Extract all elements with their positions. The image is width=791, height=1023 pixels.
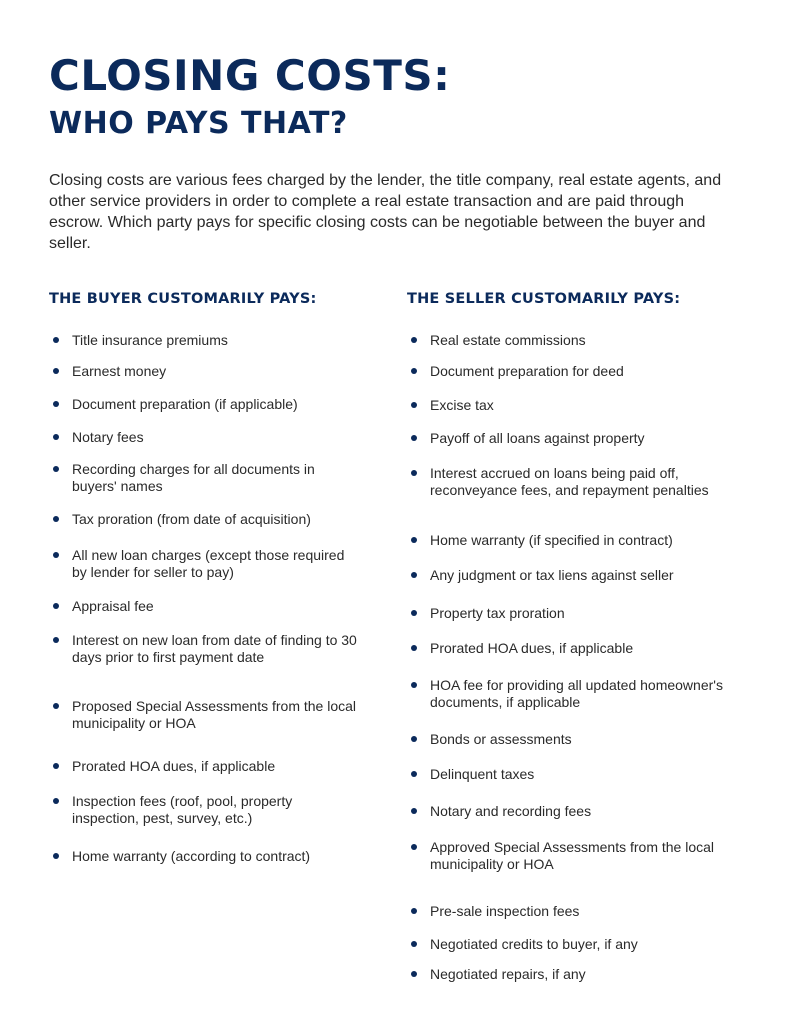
seller-cost-item <box>430 397 730 414</box>
buyer-cost-label: Home warranty (according to contract) <box>72 848 311 864</box>
seller-cost-label: Notary and recording fees <box>430 803 592 819</box>
bullet-icon <box>53 637 59 643</box>
buyer-cost-item <box>72 511 362 528</box>
bullet-icon <box>53 434 59 440</box>
bullet-icon <box>411 908 417 914</box>
bullet-icon <box>411 645 417 651</box>
buyer-cost-item <box>72 758 362 775</box>
seller-cost-label: Payoff of all loans against property <box>430 430 645 446</box>
bullet-icon <box>411 470 417 476</box>
buyer-cost-label: Prorated HOA dues, if applicable <box>72 758 276 774</box>
buyer-cost-item <box>72 632 362 665</box>
bullet-icon <box>411 941 417 947</box>
page-title: CLOSING COSTS: <box>49 51 451 100</box>
buyer-cost-label: Appraisal fee <box>72 598 154 614</box>
seller-cost-item <box>430 803 730 820</box>
intro-paragraph: Closing costs are various fees charged by the lender, the title company, real estate agents, and other service providers in order to complete a real estate transaction and are paid through escrow. Which party pays for specific closing costs can be negotiable between the buyer and seller. <box>49 172 722 252</box>
seller-cost-label: Prorated HOA dues, if applicable <box>430 640 634 656</box>
seller-cost-item <box>430 363 730 380</box>
bullet-icon <box>411 610 417 616</box>
buyer-cost-item <box>72 698 362 731</box>
buyer-cost-item <box>72 793 362 826</box>
seller-column-heading: THE SELLER CUSTOMARILY PAYS: <box>407 291 681 307</box>
seller-cost-label: Document preparation for deed <box>430 363 624 379</box>
seller-cost-label: Negotiated repairs, if any <box>430 966 586 982</box>
seller-cost-item <box>430 430 730 447</box>
seller-cost-label: Property tax proration <box>430 605 565 621</box>
buyer-cost-label: Tax proration (from date of acquisition) <box>72 511 311 527</box>
seller-cost-item <box>430 936 730 953</box>
seller-cost-item <box>430 605 730 622</box>
buyer-cost-item <box>72 547 362 580</box>
bullet-icon <box>411 435 417 441</box>
seller-cost-item <box>430 465 730 498</box>
buyer-cost-label: All new loan charges (except those required by lender for seller to pay) <box>72 547 345 580</box>
buyer-column-heading: THE BUYER CUSTOMARILY PAYS: <box>49 291 317 307</box>
buyer-cost-item <box>72 396 362 413</box>
seller-cost-label: Any judgment or tax liens against seller <box>430 567 674 583</box>
bullet-icon <box>411 682 417 688</box>
buyer-cost-item <box>72 429 362 446</box>
seller-cost-label: Interest accrued on loans being paid off, reconveyance fees, and repayment penalties <box>430 465 709 498</box>
seller-cost-label: Bonds or assessments <box>430 731 572 747</box>
bullet-icon <box>411 808 417 814</box>
bullet-icon <box>411 368 417 374</box>
buyer-cost-item <box>72 848 362 865</box>
seller-cost-item <box>430 332 730 349</box>
bullet-icon <box>53 703 59 709</box>
bullet-icon <box>411 572 417 578</box>
seller-cost-item <box>430 966 730 983</box>
seller-cost-label: Pre-sale inspection fees <box>430 903 580 919</box>
bullet-icon <box>53 763 59 769</box>
buyer-cost-label: Recording charges for all documents in buyers' names <box>72 461 315 494</box>
buyer-cost-label: Notary fees <box>72 429 144 445</box>
bullet-icon <box>411 844 417 850</box>
buyer-cost-label: Document preparation (if applicable) <box>72 396 298 412</box>
seller-cost-item <box>430 903 730 920</box>
seller-cost-label: Delinquent taxes <box>430 766 535 782</box>
bullet-icon <box>53 853 59 859</box>
buyer-cost-label: Inspection fees (roof, pool, property inspection, pest, survey, etc.) <box>72 793 293 826</box>
bullet-icon <box>411 537 417 543</box>
seller-cost-item <box>430 532 730 549</box>
seller-cost-item <box>430 731 730 748</box>
bullet-icon <box>411 971 417 977</box>
buyer-cost-item <box>72 332 362 349</box>
bullet-icon <box>411 402 417 408</box>
bullet-icon <box>53 552 59 558</box>
seller-cost-item <box>430 640 730 657</box>
bullet-icon <box>53 603 59 609</box>
buyer-cost-label: Proposed Special Assessments from the local municipality or HOA <box>72 698 357 731</box>
page-subtitle: WHO PAYS THAT? <box>49 106 348 141</box>
bullet-icon <box>53 466 59 472</box>
bullet-icon <box>53 337 59 343</box>
seller-cost-label: Excise tax <box>430 397 494 413</box>
buyer-cost-label: Title insurance premiums <box>72 332 228 348</box>
bullet-icon <box>411 736 417 742</box>
seller-cost-label: Real estate commissions <box>430 332 586 348</box>
buyer-cost-item <box>72 461 362 494</box>
buyer-cost-label: Earnest money <box>72 363 167 379</box>
seller-cost-label: Home warranty (if specified in contract) <box>430 532 673 548</box>
bullet-icon <box>411 771 417 777</box>
seller-cost-label: HOA fee for providing all updated homeowner's documents, if applicable <box>430 677 723 710</box>
seller-cost-item <box>430 839 730 872</box>
buyer-cost-item <box>72 363 362 380</box>
seller-cost-item <box>430 567 730 584</box>
bullet-icon <box>411 337 417 343</box>
bullet-icon <box>53 401 59 407</box>
bullet-icon <box>53 798 59 804</box>
buyer-cost-label: Interest on new loan from date of finding to 30 days prior to first payment date <box>72 632 357 665</box>
bullet-icon <box>53 516 59 522</box>
buyer-cost-item <box>72 598 362 615</box>
seller-cost-item <box>430 677 730 710</box>
seller-cost-item <box>430 766 730 783</box>
seller-cost-label: Approved Special Assessments from the local municipality or HOA <box>430 839 715 872</box>
bullet-icon <box>53 368 59 374</box>
seller-cost-label: Negotiated credits to buyer, if any <box>430 936 638 952</box>
